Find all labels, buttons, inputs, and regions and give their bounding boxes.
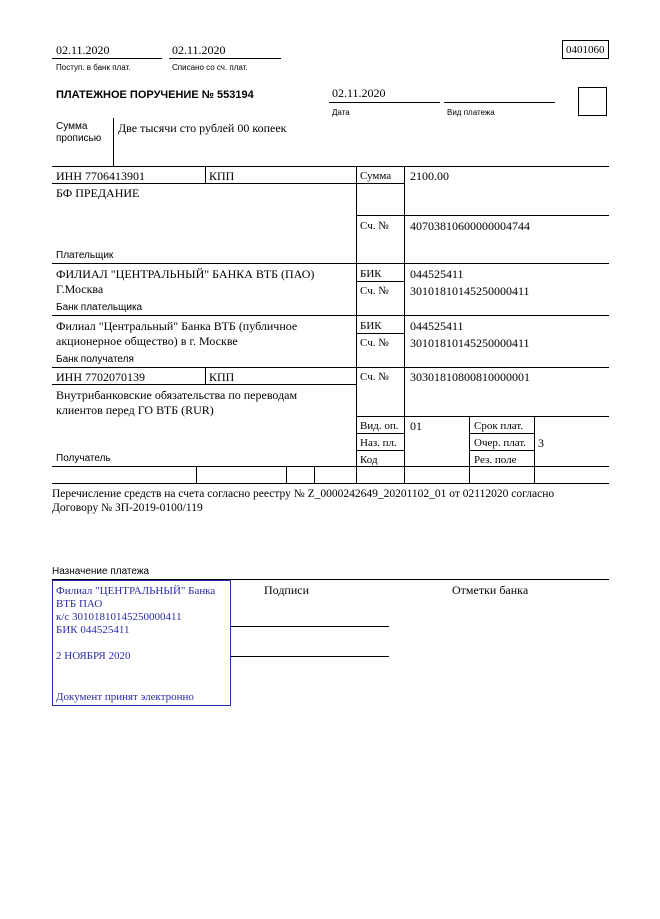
payee-bank-name-1: Филиал "Центральный" Банка ВТБ (публичное bbox=[56, 319, 298, 333]
grid-line bbox=[356, 166, 357, 483]
bank-marks-label: Отметки банка bbox=[452, 583, 529, 597]
payee-name-2: клиентов перед ГО ВТБ (RUR) bbox=[56, 403, 214, 417]
document-date-label: Дата bbox=[332, 108, 350, 117]
document-title: ПЛАТЕЖНОЕ ПОРУЧЕНИЕ № 553194 bbox=[56, 89, 254, 101]
op-type-label: Вид. оп. bbox=[360, 420, 399, 432]
grid-line bbox=[52, 183, 356, 184]
stamp-status: Документ принят электронно bbox=[56, 691, 194, 703]
amount-words-label-1: Сумма bbox=[56, 121, 88, 132]
date-received: 02.11.2020 bbox=[56, 43, 110, 57]
grid-line bbox=[356, 416, 609, 417]
payment-type-label: Вид платежа bbox=[447, 108, 495, 117]
payee-bank-bik-label: БИК bbox=[360, 320, 382, 332]
purpose-line-1: Перечисление средств на счета согласно реестру № Z_0000242649_20201102_01 от 02112020 согласно bbox=[52, 488, 555, 500]
payer-name: БФ ПРЕДАНИЕ bbox=[56, 186, 140, 200]
grid-line bbox=[196, 466, 197, 483]
payee-bank-name-2: акционерное общество) в г. Москве bbox=[56, 334, 238, 348]
grid-line bbox=[52, 367, 609, 368]
payer-label: Плательщик bbox=[56, 250, 114, 261]
payee-kpp-label: КПП bbox=[209, 370, 235, 384]
payer-bank-name-2: Г.Москва bbox=[56, 282, 104, 296]
priority-label: Очер. плат. bbox=[474, 437, 527, 449]
grid-line bbox=[52, 483, 609, 484]
grid-line bbox=[534, 416, 535, 483]
payment-type-line bbox=[444, 102, 555, 103]
code-label: Код bbox=[360, 454, 378, 466]
signature-line-1 bbox=[231, 626, 389, 627]
grid-line bbox=[356, 450, 404, 451]
date-debited-line bbox=[169, 58, 281, 59]
date-received-line bbox=[52, 58, 162, 59]
grid-line bbox=[356, 333, 404, 334]
grid-line bbox=[205, 166, 206, 183]
date-debited-label: Списано со сч. плат. bbox=[172, 63, 248, 72]
grid-line bbox=[286, 466, 287, 483]
payer-kpp-label: КПП bbox=[209, 169, 235, 183]
payee-name-1: Внутрибанковские обязательства по переводам bbox=[56, 388, 298, 402]
payee-account-label: Сч. № bbox=[360, 371, 389, 383]
grid-line bbox=[52, 166, 609, 167]
payer-sum-label: Сумма bbox=[360, 170, 392, 182]
payer-bank-account: 30101810145250000411 bbox=[410, 284, 530, 298]
bank-stamp bbox=[52, 580, 231, 706]
payer-sum: 2100.00 bbox=[410, 169, 449, 183]
grid-line bbox=[469, 450, 534, 451]
payee-bank-account-label: Сч. № bbox=[360, 337, 389, 349]
stamp-line-1: Филиал "ЦЕНТРАЛЬНЫЙ" Банка bbox=[56, 585, 216, 597]
stamp-date: 2 НОЯБРЯ 2020 bbox=[56, 650, 131, 662]
document-date-line bbox=[329, 102, 440, 103]
purpose-code-label: Наз. пл. bbox=[360, 437, 397, 449]
purpose-line-2: Договору № ЗП-2019-0100/119 bbox=[52, 502, 203, 514]
reserve-label: Рез. поле bbox=[474, 454, 517, 466]
form-code: 0401060 bbox=[566, 44, 605, 56]
payer-account-label: Сч. № bbox=[360, 220, 389, 232]
payee-bank-label: Банк получателя bbox=[56, 354, 134, 365]
stamp-line-2: ВТБ ПАО bbox=[56, 598, 103, 610]
payee-bank-bik: 044525411 bbox=[410, 319, 464, 333]
amount-words-divider bbox=[113, 118, 114, 166]
op-type-value: 01 bbox=[410, 419, 422, 433]
date-debited: 02.11.2020 bbox=[172, 43, 226, 57]
payer-account: 40703810600000004744 bbox=[410, 219, 530, 233]
grid-line bbox=[52, 466, 609, 467]
payee-label: Получатель bbox=[56, 453, 111, 464]
amount-words-label-2: прописью bbox=[56, 133, 102, 144]
grid-line bbox=[469, 416, 470, 483]
grid-line bbox=[52, 315, 609, 316]
grid-line bbox=[356, 433, 404, 434]
payer-bank-label: Банк плательщика bbox=[56, 302, 143, 313]
stamp-line-4: БИК 044525411 bbox=[56, 624, 130, 636]
payee-bank-account: 30101810145250000411 bbox=[410, 336, 530, 350]
purpose-label: Назначение платежа bbox=[52, 566, 150, 577]
amount-words-value: Две тысячи сто рублей 00 копеек bbox=[118, 121, 287, 135]
payer-bank-name-1: ФИЛИАЛ "ЦЕНТРАЛЬНЫЙ" БАНКА ВТБ (ПАО) bbox=[56, 267, 315, 281]
grid-line bbox=[356, 183, 404, 184]
grid-line bbox=[356, 281, 404, 282]
stamp-line-3: к/с 30101810145250000411 bbox=[56, 611, 182, 623]
payer-bank-bik: 044525411 bbox=[410, 267, 464, 281]
date-received-label: Поступ. в банк плат. bbox=[56, 63, 131, 72]
grid-line bbox=[404, 166, 405, 483]
signatures-label: Подписи bbox=[264, 583, 310, 597]
document-date: 02.11.2020 bbox=[332, 86, 386, 100]
grid-line bbox=[52, 384, 356, 385]
payer-inn: ИНН 7706413901 bbox=[56, 169, 145, 183]
payer-bank-account-label: Сч. № bbox=[360, 285, 389, 297]
term-label: Срок плат. bbox=[474, 420, 524, 432]
payee-account: 30301810800810000001 bbox=[410, 370, 530, 384]
signature-line-2 bbox=[231, 656, 389, 657]
priority-value: 3 bbox=[538, 436, 544, 450]
payer-bank-bik-label: БИК bbox=[360, 268, 382, 280]
grid-line bbox=[205, 367, 206, 384]
grid-line bbox=[469, 433, 534, 434]
payment-type-box bbox=[578, 87, 607, 116]
form-code-box bbox=[562, 40, 609, 59]
grid-line bbox=[314, 466, 315, 483]
grid-line bbox=[52, 263, 609, 264]
grid-line bbox=[356, 215, 609, 216]
payee-inn: ИНН 7702070139 bbox=[56, 370, 145, 384]
